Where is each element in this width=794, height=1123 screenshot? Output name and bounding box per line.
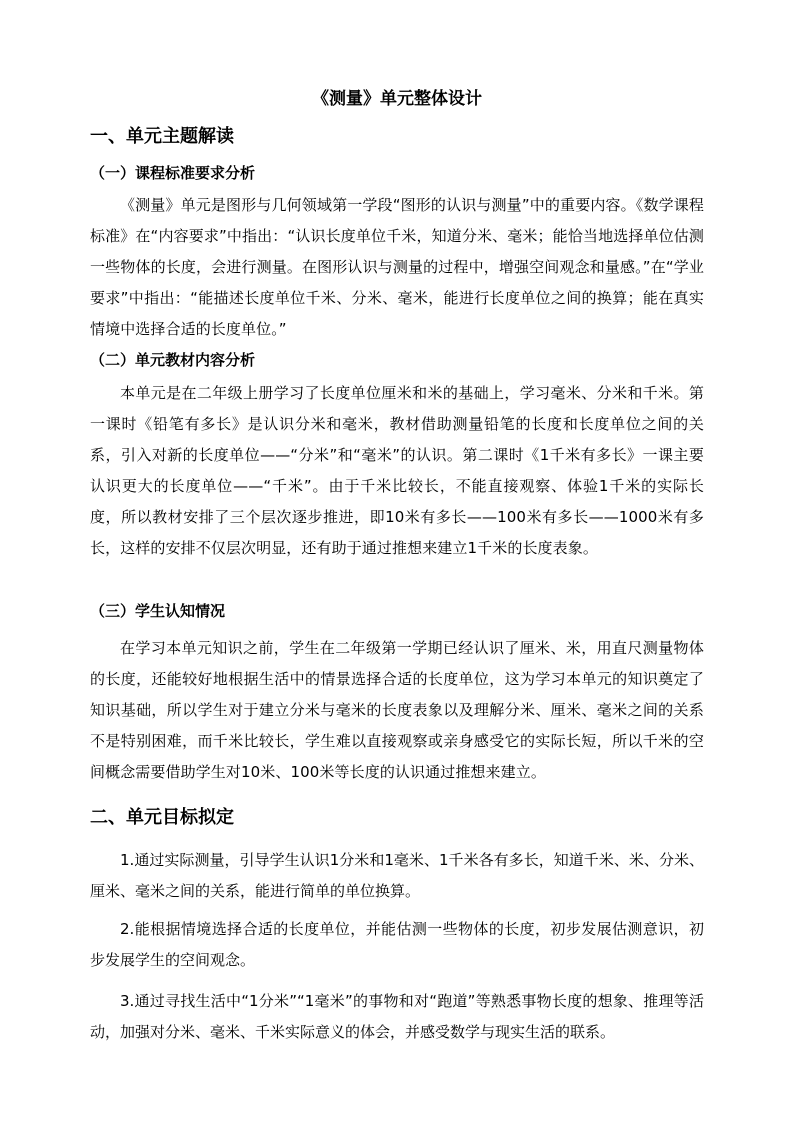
goal-item-1: 1.通过实际测量，引导学生认识1分米和1毫米、1千米各有多长，知道千米、米、分米、厘米、毫米之间的关系，能进行简单的单位换算。 <box>90 851 704 900</box>
goal-item-3: 3.通过寻找生活中“1分米”“1毫米”的事物和对“跑道”等熟悉事物长度的想象、推理等活动，加强对分米、毫米、千米实际意义的体会，并感受数学与现实生活的联系。 <box>90 992 704 1041</box>
subsection-heading-textbook: （二）单元教材内容分析 <box>90 351 256 369</box>
subsection-heading-curriculum: （一）课程标准要求分析 <box>90 164 256 182</box>
paragraph-curriculum: 《测量》单元是图形与几何领域第一学段“图形的认识与测量”中的重要内容。《数学课程标准》在“内容要求”中指出：“认识长度单位千米，知道分米、毫米；能恰当地选择单位估测一些物体的长度，会进行测量。在图形认识与测量的过程中，增强空间观念和量感。”在“学业要求”中指出：“能描述长度单位千米、分米、毫米，能进行长度单位之间的换算；能在真实情境中选择合适的长度单位。” <box>90 196 704 338</box>
goal-item-2: 2.能根据情境选择合适的长度单位，并能估测一些物体的长度，初步发展估测意识，初步发展学生的空间观念。 <box>90 920 704 969</box>
paragraph-cognition: 在学习本单元知识之前，学生在二年级第一学期已经认识了厘米、米，用直尺测量物体的长度，还能较好地根据生活中的情景选择合适的长度单位，这为学习本单元的知识奠定了知识基础，所以学生对于建立分米与毫米的长度表象以及理解分米、厘米、毫米之间的关系不是特别困难，而千米比较长，学生难以直接观察或亲身感受它的实际长短，所以千米的空间概念需要借助学生对10米、100米等长度的认识通过推想来建立。 <box>90 639 704 781</box>
subsection-heading-cognition: （三）学生认知情况 <box>90 602 226 620</box>
paragraph-textbook: 本单元是在二年级上册学习了长度单位厘米和米的基础上，学习毫米、分米和千米。第一课时《铅笔有多长》是认识分米和毫米，教材借助测量铅笔的长度和长度单位之间的关系，引入对新的长度单位——“分米”和“毫米”的认识。第二课时《1千米有多长》一课主要认识更大的长度单位——“千米”。由于千米比较长，不能直接观察、体验1千米的实际长度，所以教材安排了三个层次逐步推进，即10米有多长——100米有多长——1000米有多长，这样的安排不仅层次明显，还有助于通过推想来建立1千米的长度表象。 <box>90 384 704 557</box>
section-heading-goals: 二、单元目标拟定 <box>90 807 234 828</box>
section-heading-theme: 一、单元主题解读 <box>90 126 234 147</box>
document-title: 《测量》单元整体设计 <box>312 89 482 109</box>
